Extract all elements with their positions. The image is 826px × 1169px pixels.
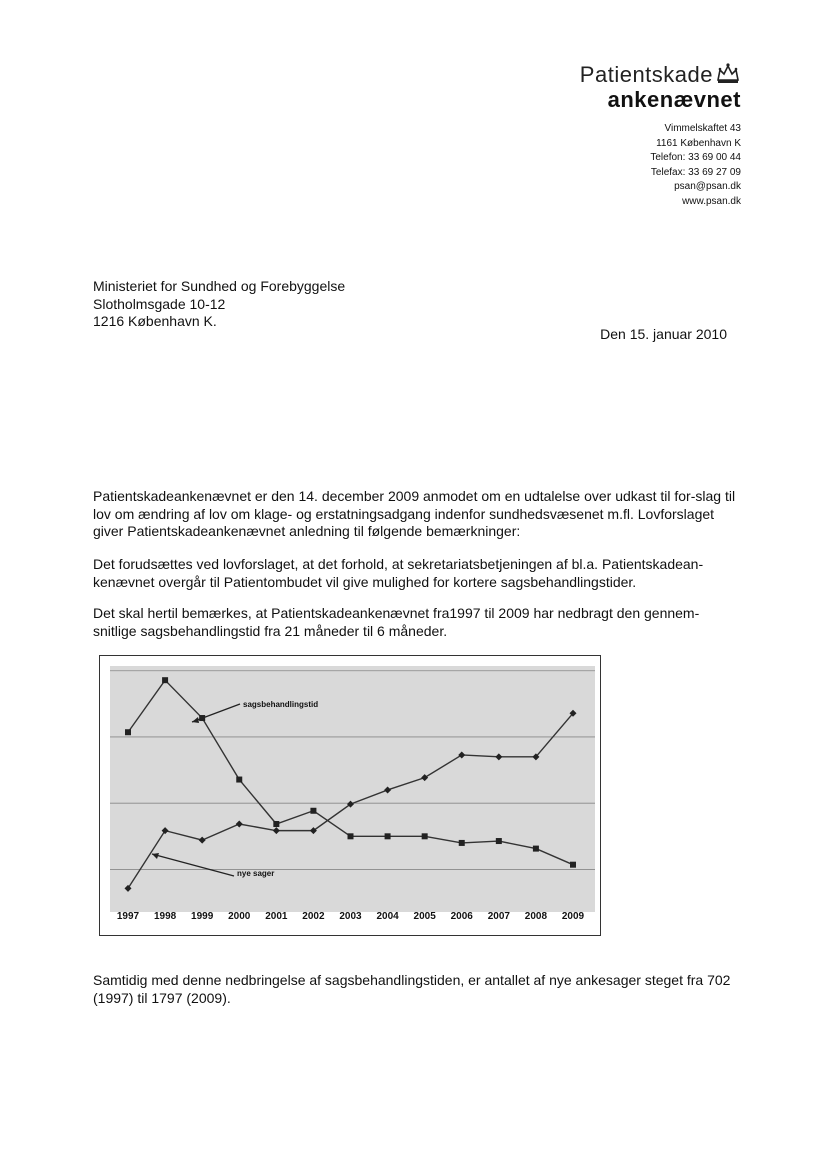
x-tick-2003: 2003 <box>339 911 362 922</box>
x-tick-2006: 2006 <box>450 911 473 922</box>
x-tick-1999: 1999 <box>191 911 214 922</box>
x-tick-2002: 2002 <box>302 911 325 922</box>
x-tick-2009: 2009 <box>561 911 585 922</box>
sender-email: psan@psan.dk <box>674 181 741 193</box>
point-series0-2001 <box>273 821 279 827</box>
recipient-street: Slotholmsgade 10-12 <box>93 295 226 312</box>
sender-phone: Telefon: 33 69 00 44 <box>650 152 741 164</box>
point-series0-2004 <box>385 833 391 839</box>
x-tick-2001: 2001 <box>265 911 288 922</box>
x-tick-1998: 1998 <box>153 911 177 922</box>
x-tick-2004: 2004 <box>376 911 399 922</box>
series-label-nye-sager: nye sager <box>237 869 275 878</box>
recipient-address <box>93 278 345 331</box>
point-series0-2005 <box>422 833 428 839</box>
paragraph-reduction: Det skal hertil bemærkes, at Patientskadeankenævnet fra1997 til 2009 har nedbragt den gennem-snitlige sagsbehandlingstid fra 21 måneder til 6 måneder. <box>93 605 700 639</box>
crown-icon <box>715 62 741 84</box>
x-tick-2005: 2005 <box>413 911 436 922</box>
point-series0-2008 <box>533 846 539 852</box>
plot-area <box>110 666 595 912</box>
sender-contact <box>650 122 741 210</box>
sender-street: Vimmelskaftet 43 <box>664 123 741 134</box>
logo-line2: ankenævnet <box>607 87 741 112</box>
x-tick-2007: 2007 <box>487 911 510 922</box>
point-series0-1997 <box>125 729 131 735</box>
case-chart <box>99 655 601 936</box>
sender-website: www.psan.dk <box>682 195 741 207</box>
point-series0-2002 <box>310 808 316 814</box>
x-tick-2008: 2008 <box>524 911 548 922</box>
logo-line1: Patientskade <box>579 62 713 87</box>
point-series0-2007 <box>496 838 502 844</box>
sender-city: 1161 København K <box>656 137 741 149</box>
sender-fax: Telefax: 33 69 27 09 <box>650 166 741 178</box>
series-label-sagsbehandlingstid: sagsbehandlingstid <box>243 700 319 709</box>
paragraph-increase: Samtidig med denne nedbringelse af sagsbehandlingstiden, er antallet af nye ankesager steget fra 702 (1997) til 1797 (2009). <box>93 972 731 1006</box>
point-series0-2009 <box>570 862 576 868</box>
point-series0-2000 <box>236 777 242 783</box>
recipient-name: Ministeriet for Sundhed og Forebyggelse <box>93 278 346 294</box>
point-series0-1998 <box>162 677 168 683</box>
x-tick-1997: 1997 <box>116 911 140 922</box>
letter-date: Den 15. januar 2010 <box>600 326 727 342</box>
x-tick-2000: 2000 <box>228 911 251 922</box>
paragraph-intro: Patientskadeankenævnet er den 14. december 2009 anmodet om en udtalelse over udkast til for-slag til lov om ændring af lov om klage- og erstatningsadgang indenfor sundhedsvæsenet m.fl. Lovforslaget giver Patientskadeankenævnet anledning til følgende bemærkninger: <box>93 488 736 539</box>
paragraph-premise: Det forudsættes ved lovforslaget, at det forhold, at sekretariatsbetjeningen af bl.a. Patientskadean-kenævnet overgår til Patientombudet vil give mulighed for kortere sagsbehandlingstider. <box>93 556 704 590</box>
recipient-city: 1216 København K. <box>93 313 217 329</box>
point-series0-2006 <box>459 840 465 846</box>
point-series0-2003 <box>348 833 354 839</box>
chart-canvas <box>100 656 600 935</box>
sender-logo <box>580 62 741 112</box>
